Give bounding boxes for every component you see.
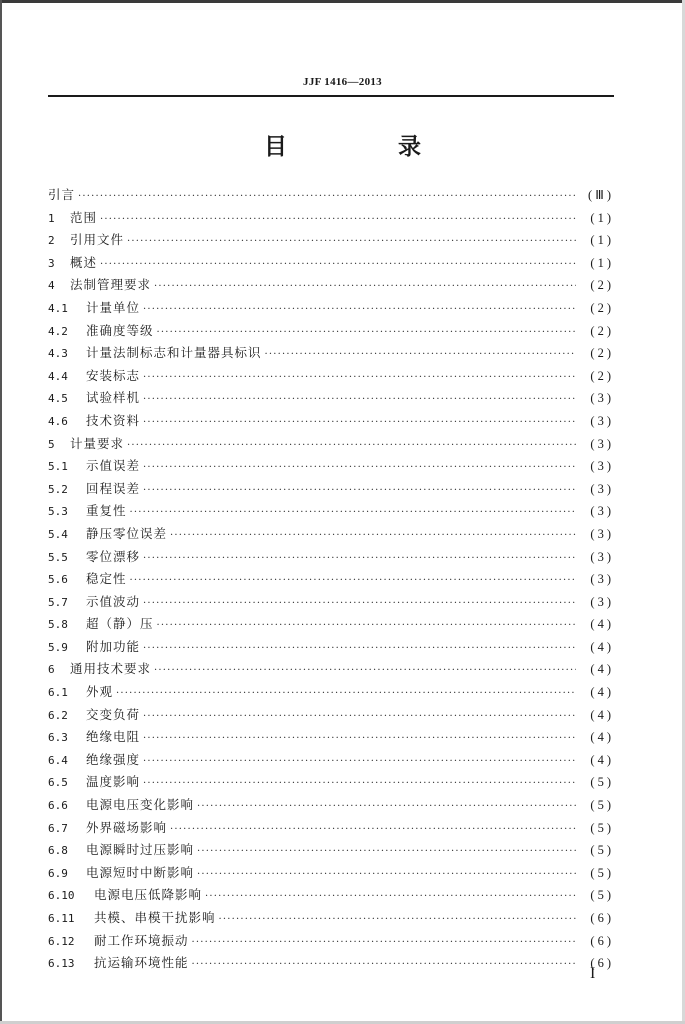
toc-entry[interactable] xyxy=(48,455,614,478)
toc-entry-number: 6.1 xyxy=(48,686,68,700)
toc-dot-leader xyxy=(170,525,576,548)
toc-dot-leader xyxy=(143,299,576,322)
toc-dot-leader xyxy=(100,209,576,232)
toc-entry-number: 4.6 xyxy=(48,414,68,428)
toc-entry-number: 6.7 xyxy=(48,821,68,835)
toc-entry-page: (2) xyxy=(590,300,614,315)
toc-entry-title: 安装标志 xyxy=(86,367,141,383)
toc-entry-title: 超（静）压 xyxy=(86,616,154,632)
toc-entry-number: 5.7 xyxy=(48,595,68,609)
toc-entry-page: (3) xyxy=(590,391,614,406)
toc-entry[interactable] xyxy=(48,478,614,501)
toc-dot-leader xyxy=(170,819,576,842)
toc-dot-leader xyxy=(127,231,576,254)
toc-entry[interactable] xyxy=(48,726,614,749)
toc-entry-number: 5 xyxy=(48,437,55,451)
toc-entry[interactable] xyxy=(48,387,614,410)
toc-entry-page: (5) xyxy=(590,775,614,790)
toc-entry-title: 电源电压低降影响 xyxy=(94,887,203,903)
toc-entry-page: (Ⅲ) xyxy=(588,188,614,202)
toc-entry-page: (6) xyxy=(590,911,614,925)
toc-dot-leader xyxy=(197,841,576,864)
toc-entry-number: 2 xyxy=(48,234,55,248)
toc-entry[interactable] xyxy=(48,568,614,591)
toc-entry-title: 计量法制标志和计量器具标识 xyxy=(86,345,262,361)
toc-entry[interactable] xyxy=(48,184,614,207)
toc-entry[interactable] xyxy=(48,613,614,636)
toc-entry[interactable] xyxy=(48,410,614,433)
toc-entry-number: 1 xyxy=(48,211,55,225)
toc-entry-number: 4 xyxy=(48,279,55,293)
toc-entry[interactable] xyxy=(48,884,614,907)
toc-entry-title: 法制管理要求 xyxy=(70,277,152,293)
toc-entry-number: 3 xyxy=(48,256,55,270)
toc-dot-leader xyxy=(143,412,576,435)
toc-entry-page: (2) xyxy=(590,368,614,383)
toc-dot-leader xyxy=(143,480,576,503)
toc-dot-leader xyxy=(143,773,576,796)
toc-dot-leader xyxy=(157,322,576,345)
toc-entry-page: (6) xyxy=(590,956,614,971)
toc-entry-page: (3) xyxy=(590,526,614,541)
toc-dot-leader xyxy=(192,932,576,955)
toc-dot-leader xyxy=(205,886,576,909)
toc-entry-page: (3) xyxy=(590,481,614,496)
toc-dot-leader xyxy=(197,864,576,887)
header-rule xyxy=(48,95,614,97)
toc-entry[interactable] xyxy=(48,252,614,275)
toc-entry-page: (5) xyxy=(590,798,614,813)
toc-entry-page: (3) xyxy=(590,459,614,474)
toc-entry-title: 抗运输环境性能 xyxy=(94,955,189,971)
toc-dot-leader xyxy=(143,457,576,480)
toc-dot-leader xyxy=(154,660,576,683)
toc-entry[interactable] xyxy=(48,817,614,840)
toc-entry-number: 6.9 xyxy=(48,866,68,880)
toc-entry-page: (2) xyxy=(590,323,614,338)
toc-entry-title: 范围 xyxy=(70,209,98,225)
toc-entry-title: 计量单位 xyxy=(86,299,141,315)
toc-entry-page: (3) xyxy=(590,549,614,564)
toc-entry-number: 5.6 xyxy=(48,573,68,587)
toc-entry[interactable] xyxy=(48,365,614,388)
toc-entry-page: (4) xyxy=(590,662,614,677)
toc-entry-title: 电源瞬时过压影响 xyxy=(86,842,195,858)
toc-entry-page: (4) xyxy=(590,617,614,632)
toc-entry-title: 概述 xyxy=(70,254,98,270)
toc-dot-leader xyxy=(154,276,576,299)
toc-entry-title: 引言 xyxy=(48,187,76,202)
toc-entry-page: (2) xyxy=(590,346,614,361)
toc-entry-title: 计量要求 xyxy=(70,435,125,451)
toc-entry-title: 试验样机 xyxy=(86,390,141,406)
toc-entry-title: 重复性 xyxy=(86,503,127,519)
toc-entry-number: 6.13 xyxy=(48,957,75,971)
toc-entry[interactable] xyxy=(48,704,614,727)
toc-entry-title: 温度影响 xyxy=(86,774,141,790)
toc-entry-page: (6) xyxy=(590,933,614,948)
toc-entry[interactable] xyxy=(48,930,614,953)
toc-entry-title: 绝缘电阻 xyxy=(86,729,141,745)
toc-entry-page: (4) xyxy=(590,730,614,745)
toc-entry-title: 静压零位误差 xyxy=(86,525,168,541)
toc-entry-number: 6.10 xyxy=(48,889,75,903)
toc-entry[interactable] xyxy=(48,749,614,772)
toc-entry[interactable] xyxy=(48,342,614,365)
toc-entry[interactable] xyxy=(48,207,614,230)
toc-entry[interactable] xyxy=(48,794,614,817)
toc-entry-page: (4) xyxy=(590,685,614,700)
toc-entry-page: (4) xyxy=(590,752,614,767)
toc-dot-leader xyxy=(130,502,576,525)
page-title: 目 录 xyxy=(264,134,465,160)
toc-entry-number: 6.5 xyxy=(48,776,68,790)
toc-dot-leader xyxy=(265,344,576,367)
toc-dot-leader xyxy=(130,570,576,593)
scan-top-border xyxy=(0,0,685,3)
toc-entry-number: 6.12 xyxy=(48,934,75,948)
toc-entry-title: 外观 xyxy=(86,684,114,700)
toc-entry[interactable] xyxy=(48,862,614,885)
toc-entry-title: 零位漂移 xyxy=(86,548,141,564)
toc-entry-number: 4.4 xyxy=(48,369,68,383)
toc-dot-leader xyxy=(143,367,576,390)
toc-entry[interactable] xyxy=(48,229,614,252)
toc-entry-number: 5.2 xyxy=(48,482,68,496)
toc-entry[interactable] xyxy=(48,591,614,614)
toc-entry-page: (1) xyxy=(590,255,614,270)
toc-entry-page: (5) xyxy=(590,843,614,858)
toc-dot-leader xyxy=(143,751,576,774)
toc-entry-number: 6.8 xyxy=(48,844,68,858)
toc-entry-page: (1) xyxy=(590,210,614,225)
toc-entry-title: 回程误差 xyxy=(86,480,141,496)
toc-entry[interactable] xyxy=(48,658,614,681)
toc-dot-leader xyxy=(78,186,576,209)
toc-dot-leader xyxy=(143,706,576,729)
toc-dot-leader xyxy=(100,254,576,277)
toc-entry-number: 5.5 xyxy=(48,550,68,564)
document-code: JJF 1416—2013 xyxy=(303,76,382,88)
toc-entry[interactable] xyxy=(48,546,614,569)
toc-entry[interactable] xyxy=(48,952,614,975)
toc-entry-number: 4.3 xyxy=(48,347,68,361)
toc-entry-number: 6.11 xyxy=(48,912,75,925)
table-of-contents xyxy=(48,184,614,975)
toc-entry-title: 引用文件 xyxy=(70,232,125,248)
toc-entry[interactable] xyxy=(48,500,614,523)
toc-entry-number: 6.2 xyxy=(48,708,68,722)
toc-entry-page: (3) xyxy=(590,594,614,609)
toc-entry[interactable] xyxy=(48,320,614,343)
page-number: I xyxy=(590,965,596,982)
toc-entry-page: (5) xyxy=(590,820,614,835)
toc-entry-title: 外界磁场影响 xyxy=(86,819,168,835)
toc-dot-leader xyxy=(143,389,576,412)
toc-entry[interactable] xyxy=(48,771,614,794)
toc-dot-leader xyxy=(157,615,576,638)
toc-entry-title: 交变负荷 xyxy=(86,706,141,722)
toc-dot-leader xyxy=(143,593,576,616)
toc-entry[interactable] xyxy=(48,297,614,320)
toc-entry-number: 5.4 xyxy=(48,527,68,541)
toc-entry[interactable] xyxy=(48,523,614,546)
toc-entry-number: 5.1 xyxy=(48,460,68,474)
toc-dot-leader xyxy=(197,796,576,819)
toc-entry-title: 技术资料 xyxy=(86,412,141,428)
toc-entry-title: 共模、串模干扰影响 xyxy=(94,910,216,925)
toc-entry-page: (5) xyxy=(590,888,614,903)
toc-entry-title: 绝缘强度 xyxy=(86,751,141,767)
toc-entry-title: 耐工作环境振动 xyxy=(94,932,189,948)
toc-entry[interactable] xyxy=(48,636,614,659)
toc-entry-number: 6.6 xyxy=(48,799,68,813)
toc-entry-title: 稳定性 xyxy=(86,571,127,587)
toc-entry[interactable] xyxy=(48,839,614,862)
toc-entry-title: 电源短时中断影响 xyxy=(86,864,195,880)
toc-entry-title: 准确度等级 xyxy=(86,322,154,338)
toc-entry-page: (1) xyxy=(590,233,614,248)
toc-dot-leader xyxy=(192,954,576,977)
toc-dot-leader xyxy=(143,548,576,571)
toc-entry-title: 示值波动 xyxy=(86,593,141,609)
toc-entry-page: (4) xyxy=(590,639,614,654)
toc-entry[interactable] xyxy=(48,433,614,456)
toc-entry-number: 6 xyxy=(48,663,55,677)
toc-entry-page: (3) xyxy=(590,572,614,587)
toc-entry-number: 4.5 xyxy=(48,392,68,406)
toc-entry-title: 示值误差 xyxy=(86,458,141,474)
toc-entry[interactable] xyxy=(48,274,614,297)
toc-dot-leader xyxy=(143,728,576,751)
toc-entry-number: 5.8 xyxy=(48,618,68,632)
toc-entry-title: 电源电压变化影响 xyxy=(86,797,195,813)
toc-entry-page: (3) xyxy=(590,436,614,451)
toc-entry-number: 4.1 xyxy=(48,301,68,315)
toc-entry-page: (4) xyxy=(590,707,614,722)
toc-dot-leader xyxy=(127,435,576,458)
toc-entry-page: (3) xyxy=(590,504,614,519)
toc-entry-page: (5) xyxy=(590,865,614,880)
toc-entry[interactable] xyxy=(48,907,614,930)
toc-entry-title: 附加功能 xyxy=(86,638,141,654)
toc-dot-leader xyxy=(143,638,576,661)
toc-entry-page: (3) xyxy=(590,413,614,428)
toc-dot-leader xyxy=(219,909,576,932)
toc-entry-title: 通用技术要求 xyxy=(70,661,152,677)
toc-dot-leader xyxy=(116,683,576,706)
toc-entry-number: 4.2 xyxy=(48,324,68,338)
toc-entry-number: 5.9 xyxy=(48,640,68,654)
toc-entry[interactable] xyxy=(48,681,614,704)
toc-entry-number: 6.4 xyxy=(48,753,68,767)
toc-entry-number: 5.3 xyxy=(48,505,68,519)
toc-entry-number: 6.3 xyxy=(48,731,68,745)
toc-entry-page: (2) xyxy=(590,278,614,293)
